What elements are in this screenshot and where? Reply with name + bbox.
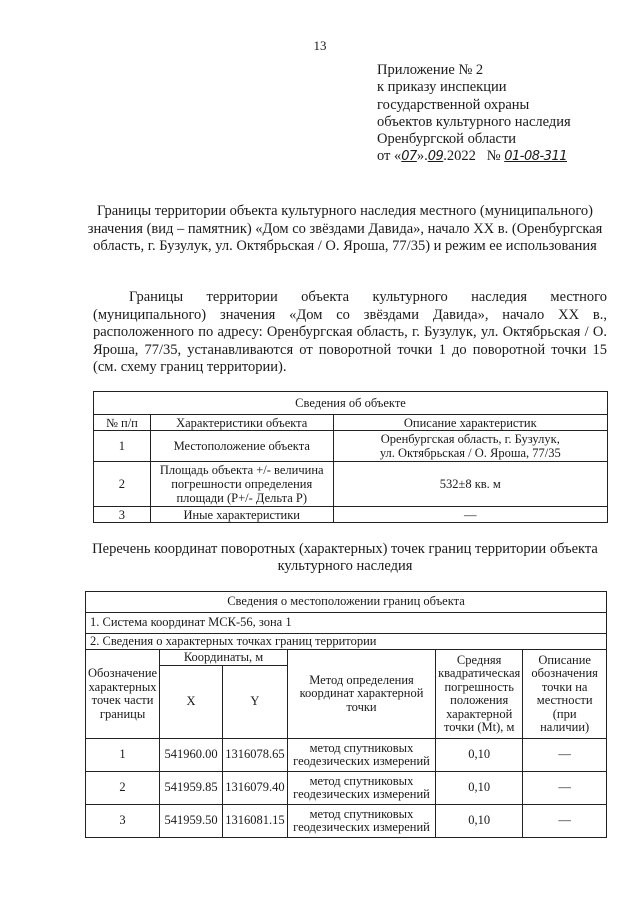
appendix-line: объектов культурного наследия (377, 113, 571, 130)
coordinates-table (85, 591, 607, 838)
coord-section: 2. Сведения о характерных точках границ территории (86, 634, 607, 650)
coord-method: метод спутниковых геодезических измерений (287, 805, 435, 838)
coord-x: 541959.85 (160, 772, 223, 805)
appendix-line: Приложение № 2 (377, 62, 484, 78)
col-header-num: № п/п (94, 415, 151, 431)
point-id: 1 (86, 739, 160, 772)
table-row (86, 739, 607, 772)
row-characteristic: Местоположение объекта (150, 431, 333, 462)
coord-method: метод спутниковых геодезических измерений (287, 772, 435, 805)
date-day: 07 (401, 149, 417, 165)
coord-desc: — (523, 805, 607, 838)
table-row (94, 462, 608, 507)
col-header-description: Описание характеристик (333, 415, 607, 431)
order-number: 01-08-311 (504, 149, 567, 165)
col-header-characteristic: Характеристики объекта (150, 415, 333, 431)
table-row (86, 805, 607, 838)
header-description: Описание обозначения точки на местности (при наличии) (523, 650, 607, 739)
row-num: 2 (94, 462, 151, 507)
row-characteristic: Площадь объекта +/- величина погрешности определения площади (P+/- Дельта P) (150, 462, 333, 507)
header-designation: Обозначение характерных точек части границы (86, 650, 160, 739)
coord-y: 1316081.15 (222, 805, 287, 838)
point-id: 2 (86, 772, 160, 805)
date-year: .2022 (443, 148, 476, 165)
date-month: 09 (427, 149, 444, 165)
appendix-line: к приказу инспекции (377, 79, 507, 96)
table-row (94, 507, 608, 523)
object-info-table (93, 391, 608, 523)
coordinates-title: Перечень координат поворотных (характерных) точек границ территории объекта культурного наследия (92, 541, 598, 574)
row-characteristic: Иные характеристики (150, 507, 333, 523)
row-description: — (333, 507, 607, 523)
description-paragraph: Границы территории объекта культурного наследия местного (муниципального) значения «Дом со звёздами Давида», начало XX в., расположенного по адресу: Оренбургская область, г. Бузулук, ул. Октябрьская / О. Яроша, 77/35, устанавливаются от поворотной точки 1 до поворотной точки 15 (см. схему границ территории). (93, 289, 607, 375)
object-table-caption: Сведения об объекте (94, 392, 608, 415)
header-x: X (160, 666, 223, 739)
appendix-line: государственной охраны (377, 96, 530, 113)
appendix-line: Оренбургской области (377, 131, 517, 148)
table-row (94, 431, 608, 462)
date-prefix: от « (377, 148, 402, 165)
coord-y: 1316079.40 (222, 772, 287, 805)
header-coordinates: Координаты, м (160, 650, 288, 666)
page-number: 13 (313, 38, 327, 53)
number-label: № (486, 148, 501, 165)
coord-error: 0,10 (436, 772, 523, 805)
document-title: Границы территории объекта культурного наследия местного (муниципального) значения (вид – памятник) «Дом со звёздами Давида», начало XX в. (Оренбургская область, г. Бузулук, ул. Октябрьская / О. Яроша, 77/35) и режим ее использования (87, 203, 603, 254)
coord-table-caption: Сведения о местоположении границ объекта (86, 592, 607, 613)
coord-desc: — (523, 739, 607, 772)
coord-error: 0,10 (436, 739, 523, 772)
table-row (86, 772, 607, 805)
header-error: Средняя квадратическая погрешность положения характерной точки (Mt), м (436, 650, 523, 739)
point-id: 3 (86, 805, 160, 838)
coord-x: 541960.00 (160, 739, 223, 772)
coord-desc: — (523, 772, 607, 805)
header-method: Метод определения координат характерной точки (287, 650, 435, 739)
row-description: Оренбургская область, г. Бузулук, ул. Октябрьская / О. Яроша, 77/35 (333, 431, 607, 462)
coord-x: 541959.50 (160, 805, 223, 838)
coord-method: метод спутниковых геодезических измерений (287, 739, 435, 772)
appendix-date-line (377, 148, 571, 165)
coord-error: 0,10 (436, 805, 523, 838)
coord-y: 1316078.65 (222, 739, 287, 772)
date-mid: ». (416, 148, 428, 165)
coord-system: 1. Система координат МСК-56, зона 1 (86, 613, 607, 634)
row-description: 532±8 кв. м (333, 462, 607, 507)
row-num: 3 (94, 507, 151, 523)
row-num: 1 (94, 431, 151, 462)
appendix-block (377, 62, 571, 166)
header-y: Y (222, 666, 287, 739)
